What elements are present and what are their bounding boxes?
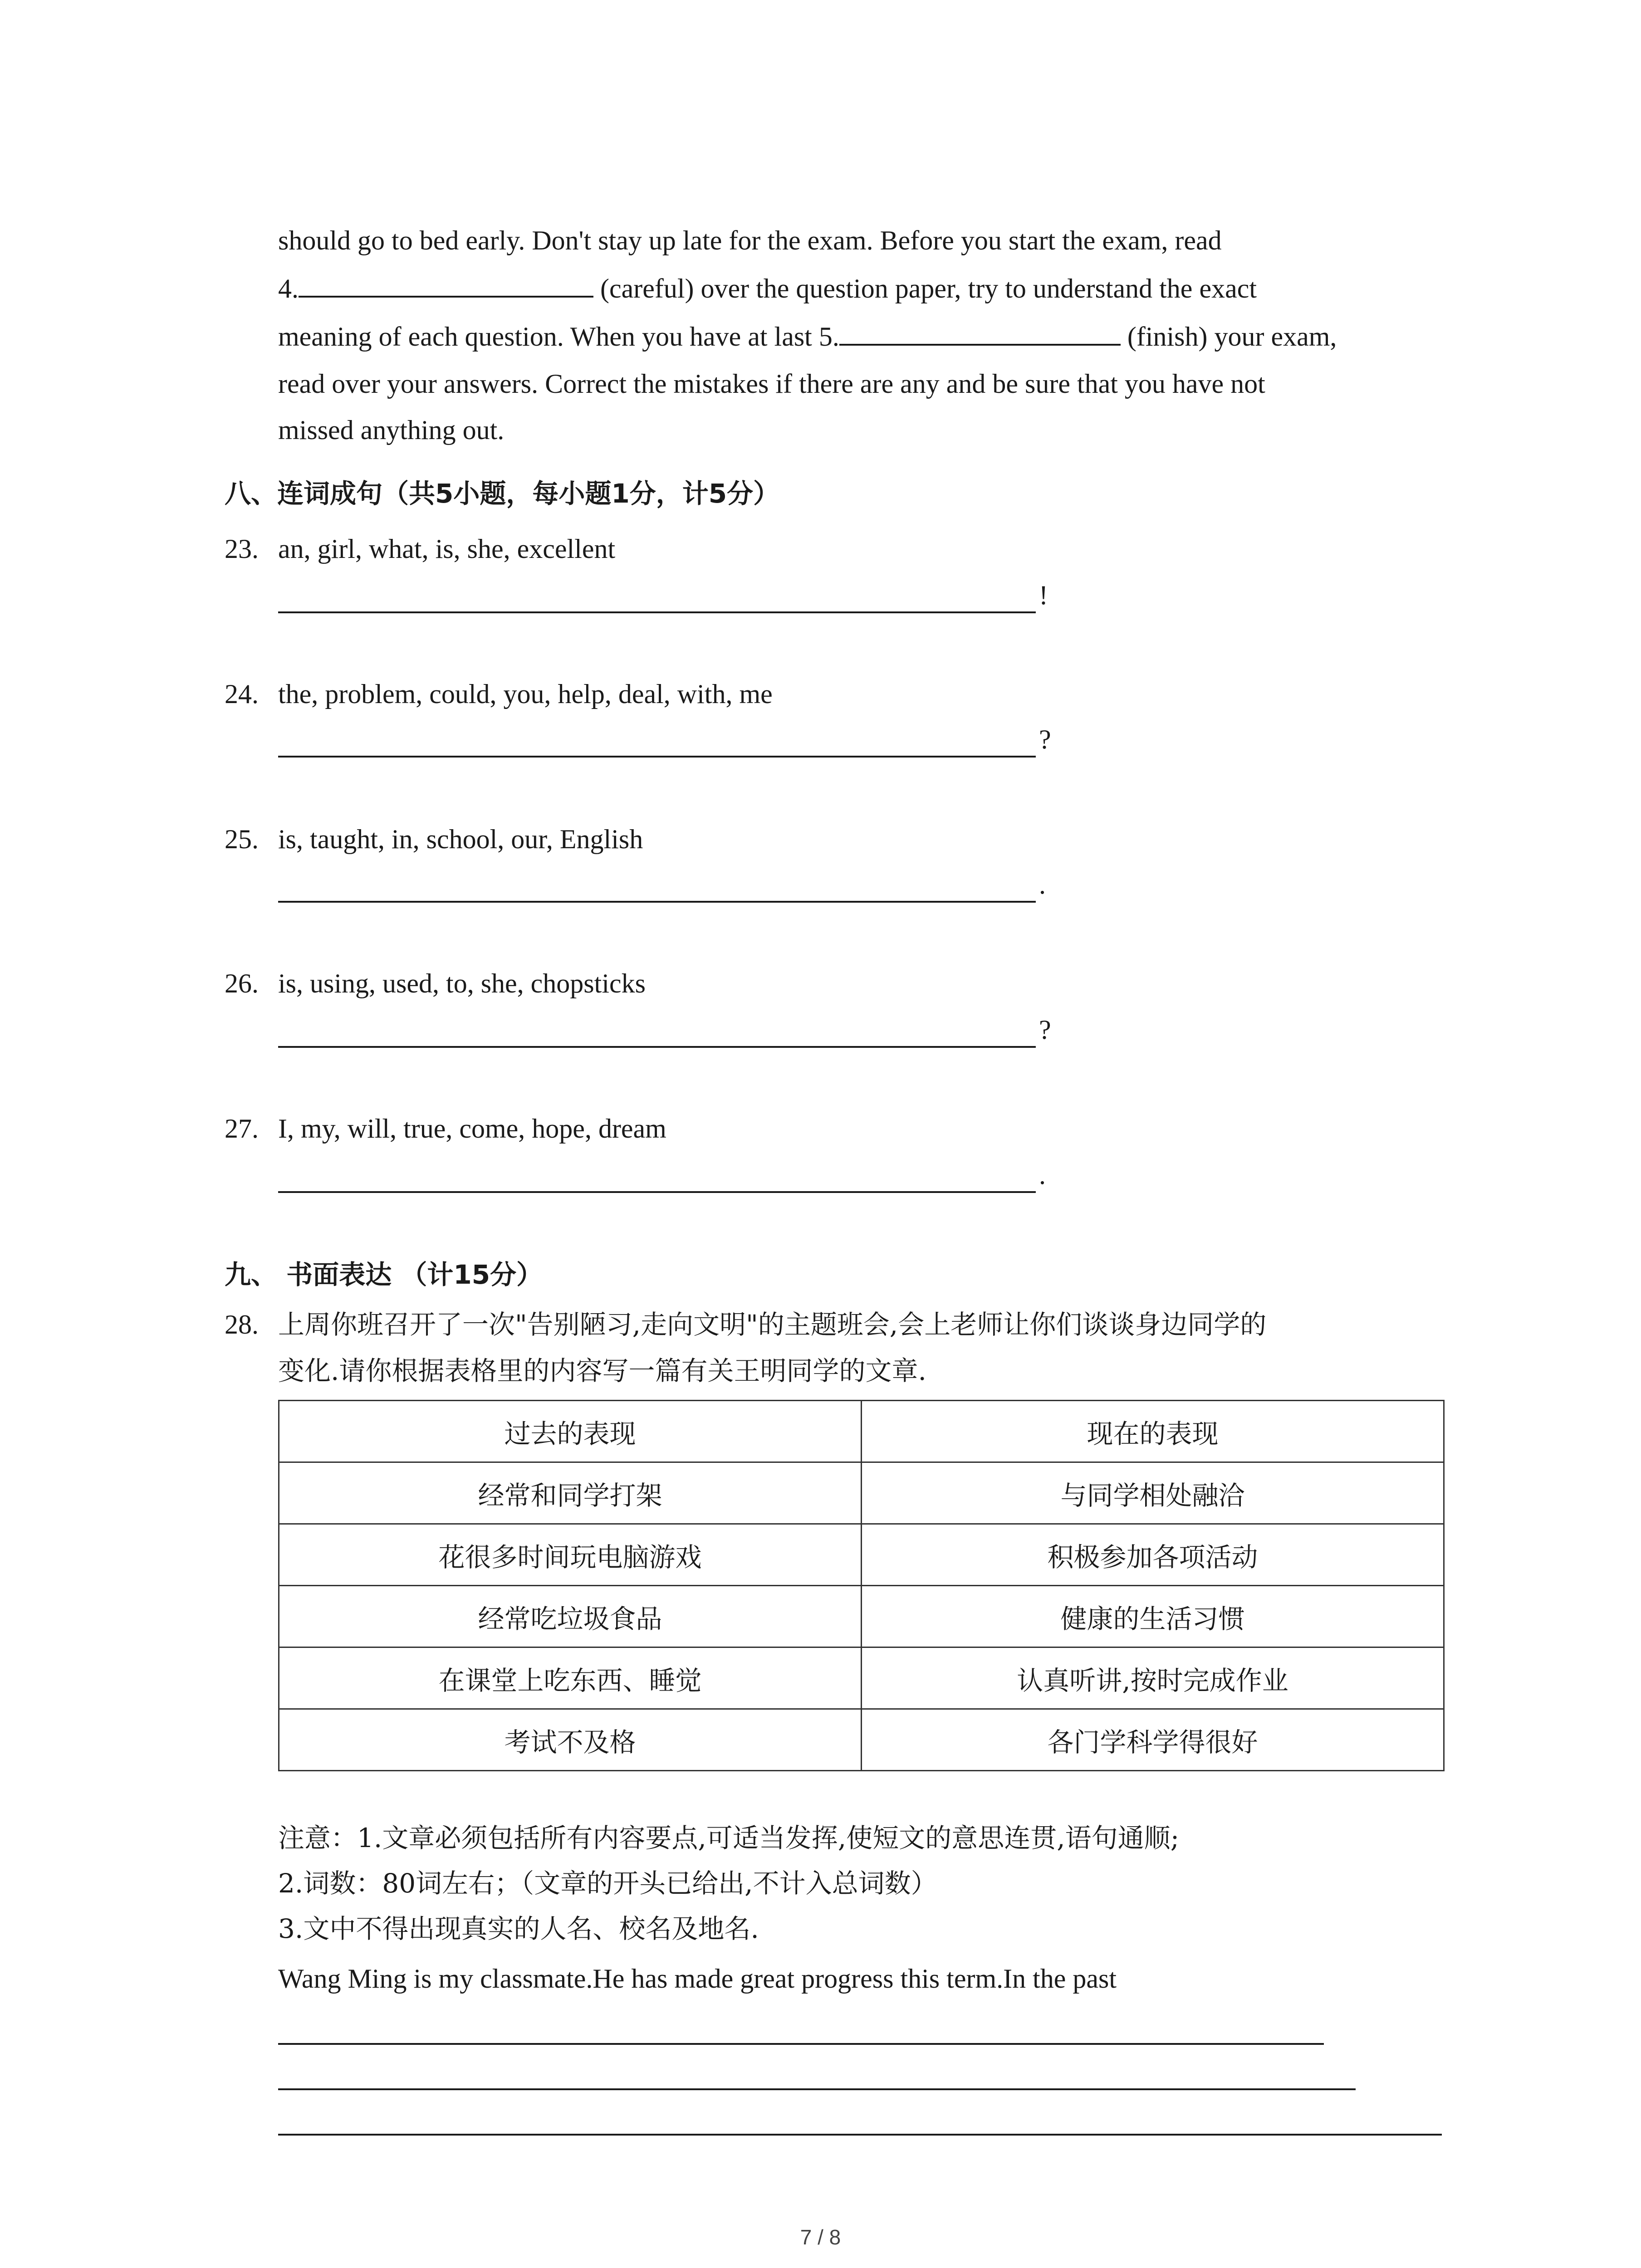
question-number: 23.	[225, 534, 259, 564]
answer-line-27[interactable]	[278, 1191, 1036, 1193]
prompt-line-1: 上周你班召开了一次"告别陋习,走向文明"的主题班会,会上老师让你们谈谈身边同学的	[278, 1309, 1267, 1340]
table-cell: 健康的生活习惯	[862, 1586, 1444, 1647]
question-words: is, using, used, to, she, chopsticks	[278, 968, 646, 998]
table-header-row	[279, 1401, 1444, 1462]
question-words: I, my, will, true, come, hope, dream	[278, 1114, 666, 1144]
note-line-1: 注意：1.文章必须包括所有内容要点,可适当发挥,使短文的意思连贯,语句通顺;	[278, 1823, 1180, 1853]
passage-line-2-text: (careful) over the question paper, try to understand the exact	[593, 274, 1257, 303]
passage-line-4: read over your answers. Correct the mistakes if there are any and be sure that you have not	[278, 369, 1265, 399]
answer-line-23[interactable]	[278, 611, 1036, 613]
table-row	[279, 1586, 1444, 1647]
table-row	[279, 1462, 1444, 1524]
table-header-cell: 过去的表现	[279, 1401, 862, 1462]
question-words: the, problem, could, you, help, deal, with, me	[278, 679, 773, 709]
question-number: 24.	[225, 679, 259, 709]
blank-4-input[interactable]	[299, 270, 593, 298]
question-words: an, girl, what, is, she, excellent	[278, 534, 616, 564]
question-number: 25.	[225, 824, 259, 854]
question-words: is, taught, in, school, our, English	[278, 824, 643, 854]
table-row	[279, 1524, 1444, 1586]
table-cell: 经常和同学打架	[279, 1462, 862, 1524]
answer-line-26[interactable]	[278, 1046, 1036, 1048]
table-cell: 在课堂上吃东西、睡觉	[279, 1647, 862, 1709]
answer-line-24[interactable]	[278, 756, 1036, 758]
passage-line-3-rest: (finish) your exam,	[1120, 322, 1337, 352]
behavior-table	[278, 1400, 1445, 1771]
question-number: 28.	[225, 1310, 259, 1339]
passage-line-2	[278, 270, 1257, 307]
passage-line-5: missed anything out.	[278, 415, 505, 445]
table-cell: 认真听讲,按时完成作业	[862, 1647, 1444, 1709]
table-cell: 积极参加各项活动	[862, 1524, 1444, 1586]
answer-end-punct: !	[1039, 580, 1048, 610]
answer-line-25[interactable]	[278, 901, 1036, 903]
table-cell: 花很多时间玩电脑游戏	[279, 1524, 862, 1586]
passage-line-3-text: meaning of each question. When you have at last 5.	[278, 322, 839, 352]
table-cell: 各门学科学得很好	[862, 1709, 1444, 1771]
table-row	[279, 1647, 1444, 1709]
blank-number-4: 4.	[278, 274, 299, 303]
answer-end-punct: ?	[1039, 1015, 1051, 1045]
passage-line-1: should go to bed early. Don't stay up late for the exam. Before you start the exam, read	[278, 225, 1222, 255]
table-cell: 与同学相处融洽	[862, 1462, 1444, 1524]
answer-end-punct: ?	[1039, 724, 1051, 754]
table-cell: 经常吃垃圾食品	[279, 1586, 862, 1647]
table-row	[279, 1709, 1444, 1771]
section-8-heading: 八、连词成句（共5小题，每小题1分，计5分）	[225, 478, 780, 509]
page-number: 7 / 8	[800, 2225, 841, 2249]
answer-end-punct: .	[1039, 870, 1046, 899]
table-header-cell: 现在的表现	[862, 1401, 1444, 1462]
prompt-line-2: 变化.请你根据表格里的内容写一篇有关王明同学的文章.	[278, 1355, 926, 1386]
answer-end-punct: .	[1039, 1160, 1046, 1190]
question-number: 26.	[225, 968, 259, 998]
essay-opening: Wang Ming is my classmate.He has made great progress this term.In the past	[278, 1964, 1117, 1994]
writing-line[interactable]	[278, 2088, 1356, 2090]
blank-5-input[interactable]	[839, 318, 1121, 346]
table-cell: 考试不及格	[279, 1709, 862, 1771]
writing-line[interactable]	[278, 2043, 1324, 2045]
writing-line[interactable]	[278, 2134, 1442, 2136]
note-line-2: 2.词数：80词左右；（文章的开头已给出,不计入总词数）	[278, 1868, 937, 1899]
passage-line-3	[278, 318, 1337, 355]
section-9-heading: 九、 书面表达 （计15分）	[225, 1259, 543, 1290]
question-number: 27.	[225, 1114, 259, 1144]
note-line-3: 3.文中不得出现真实的人名、校名及地名.	[278, 1913, 759, 1944]
